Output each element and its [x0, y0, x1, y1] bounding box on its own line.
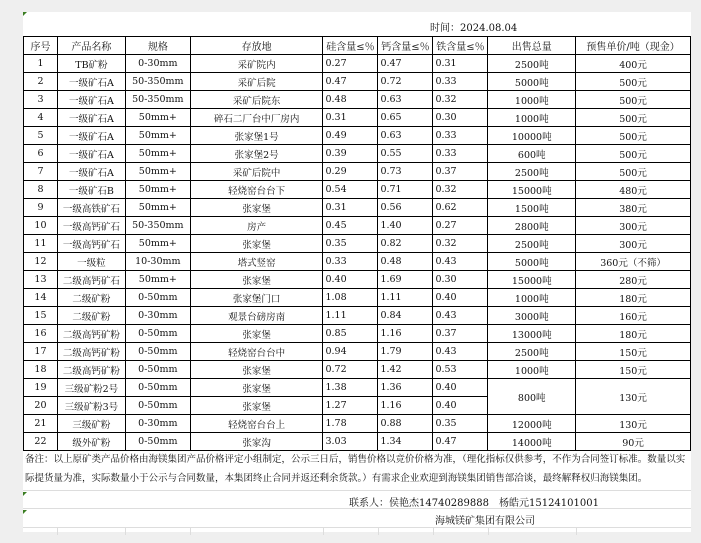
table-cell[interactable]: 9 [24, 199, 58, 217]
table-cell[interactable]: 采矿院内 [190, 55, 323, 73]
cell-comment-marker [23, 492, 27, 496]
table-cell[interactable]: 400元 [576, 55, 691, 73]
table-cell[interactable]: 10 [24, 217, 58, 235]
table-cell[interactable]: 3 [24, 91, 58, 109]
table-cell[interactable]: 50-350mm [125, 91, 190, 109]
table-cell[interactable]: 50-350mm [125, 73, 190, 91]
table-cell[interactable]: 0.31 [323, 109, 378, 127]
table-cell[interactable]: 0.39 [323, 145, 378, 163]
table-cell[interactable]: 180元 [576, 289, 691, 307]
table-cell[interactable]: 塔式竖窑 [190, 253, 323, 271]
grid-line [488, 527, 489, 535]
table-cell[interactable]: 1.69 [378, 271, 433, 289]
table-cell[interactable]: 90元 [576, 433, 691, 451]
table-cell[interactable]: 一级高铁矿石 [57, 199, 125, 217]
contact-info: 联系人：侯艳杰14740289888 杨皓元15124101001 [349, 498, 599, 509]
table-cell[interactable]: 0.84 [378, 307, 433, 325]
table-cell[interactable]: 150元 [576, 361, 691, 379]
table-cell[interactable]: 0.30 [433, 109, 488, 127]
table-cell[interactable]: 50mm+ [125, 235, 190, 253]
column-header[interactable]: 预售单价/吨（现金） [576, 37, 691, 55]
table-cell[interactable]: 0.72 [378, 73, 433, 91]
table-cell[interactable]: 1.78 [323, 415, 378, 433]
table-cell[interactable]: 17 [24, 343, 58, 361]
table-cell[interactable]: 1.79 [378, 343, 433, 361]
table-cell[interactable]: 0-50mm [125, 361, 190, 379]
table-cell[interactable]: 0.37 [433, 163, 488, 181]
grid-line [57, 527, 58, 535]
table-cell[interactable]: 180元 [576, 325, 691, 343]
table-cell[interactable]: 1.34 [378, 433, 433, 451]
table-cell[interactable]: 0.32 [433, 235, 488, 253]
table-cell[interactable]: 0.33 [433, 127, 488, 145]
table-cell[interactable]: 0-30mm [125, 415, 190, 433]
table-cell[interactable]: 2500吨 [488, 163, 576, 181]
table-cell[interactable]: 0-30mm [125, 307, 190, 325]
grid-line [433, 527, 434, 535]
table-cell[interactable]: 130元 [576, 379, 691, 415]
table-cell[interactable]: 0-50mm [125, 379, 190, 397]
table-row [24, 217, 691, 235]
table-cell[interactable]: 一级矿石A [57, 73, 125, 91]
table-cell[interactable]: 150元 [576, 343, 691, 361]
column-header[interactable]: 序号 [24, 37, 58, 55]
table-cell[interactable]: 0.49 [323, 127, 378, 145]
table-row [24, 433, 691, 451]
table-row [24, 163, 691, 181]
table-cell[interactable]: 0.43 [433, 307, 488, 325]
table-cell[interactable]: 18 [24, 361, 58, 379]
remark-note: 备注：以上原矿类产品价格由海镁集团产品价格评定小组制定，公示三日后，销售价格以竞价价格为准，（理化指标仅供参考，不作为合同签订标准。数量以实际提货量为准，实际数量小于公示与合同数量，本集团终止合同并返还剩余货款。）有需求企业欢迎到海镁集团销售部洽谈，最终解释权归海镁集团。 [25, 454, 686, 484]
table-cell[interactable]: 20 [24, 397, 58, 415]
table-cell[interactable]: 0.27 [433, 217, 488, 235]
table-cell[interactable]: 1000吨 [488, 91, 576, 109]
table-cell[interactable]: 1000吨 [488, 361, 576, 379]
table-cell[interactable]: 5 [24, 127, 58, 145]
table-cell[interactable]: 二级矿粉 [57, 289, 125, 307]
table-cell[interactable]: 380元 [576, 199, 691, 217]
table-cell[interactable]: 张家堡 [190, 271, 323, 289]
table-cell[interactable]: 0-50mm [125, 325, 190, 343]
table-cell[interactable]: 0.71 [378, 181, 433, 199]
table-cell[interactable]: 10-30mm [125, 253, 190, 271]
table-cell[interactable]: 三级矿粉3号 [57, 397, 125, 415]
table-cell[interactable]: 1.16 [378, 325, 433, 343]
table-cell[interactable]: 0.27 [323, 55, 378, 73]
table-cell[interactable]: 0.72 [323, 361, 378, 379]
table-cell[interactable]: 0.40 [433, 289, 488, 307]
price-table [23, 36, 691, 451]
table-cell[interactable]: 0.40 [433, 379, 488, 397]
table-cell[interactable]: 0.85 [323, 325, 378, 343]
table-cell[interactable]: TB矿粉 [57, 55, 125, 73]
table-cell[interactable]: 1.42 [378, 361, 433, 379]
company-row [23, 508, 691, 528]
table-cell[interactable]: 500元 [576, 91, 691, 109]
table-cell[interactable]: 1.16 [378, 397, 433, 415]
table-row [24, 199, 691, 217]
table-cell[interactable]: 0-30mm [125, 55, 190, 73]
table-cell[interactable]: 50mm+ [125, 199, 190, 217]
table-cell[interactable]: 500元 [576, 109, 691, 127]
table-cell[interactable]: 轻烧窑台台下 [190, 181, 323, 199]
column-header[interactable]: 产品名称 [57, 37, 125, 55]
table-cell[interactable]: 一级高钙矿石 [57, 235, 125, 253]
grid-line [576, 527, 577, 535]
table-cell[interactable]: 5000吨 [488, 73, 576, 91]
table-cell[interactable]: 张家堡 [190, 397, 323, 415]
table-row [24, 253, 691, 271]
table-cell[interactable]: 0.54 [323, 181, 378, 199]
table-cell[interactable]: 0-50mm [125, 433, 190, 451]
table-cell[interactable]: 0.47 [323, 73, 378, 91]
contact-row [23, 490, 691, 509]
company-name: 海城镁矿集团有限公司 [435, 516, 535, 527]
table-cell[interactable]: 50-350mm [125, 217, 190, 235]
table-cell[interactable]: 0.29 [323, 163, 378, 181]
table-row [24, 289, 691, 307]
table-cell[interactable]: 50mm+ [125, 181, 190, 199]
table-row [24, 127, 691, 145]
column-header[interactable]: 规格 [125, 37, 190, 55]
table-cell[interactable]: 0.35 [433, 415, 488, 433]
table-cell[interactable]: 13000吨 [488, 325, 576, 343]
table-cell[interactable]: 50mm+ [125, 163, 190, 181]
table-cell[interactable]: 0.88 [378, 415, 433, 433]
table-cell[interactable]: 0.37 [433, 325, 488, 343]
table-row [24, 109, 691, 127]
table-cell[interactable]: 0.63 [378, 91, 433, 109]
date-row [23, 12, 691, 36]
cell-comment-marker [23, 510, 27, 514]
table-cell[interactable]: 一级矿石A [57, 145, 125, 163]
table-cell[interactable]: 15000吨 [488, 181, 576, 199]
table-cell[interactable]: 0.48 [378, 253, 433, 271]
table-cell[interactable]: 0.35 [323, 235, 378, 253]
table-cell[interactable]: 0.30 [433, 271, 488, 289]
table-cell[interactable]: 0-50mm [125, 289, 190, 307]
table-header-row [24, 37, 691, 55]
date-label: 时间：2024.08.04 [430, 23, 518, 34]
table-cell[interactable]: 张家堡 [190, 235, 323, 253]
table-row [24, 415, 691, 433]
column-header[interactable]: 硅含量≤％ [323, 37, 378, 55]
table-cell[interactable]: 6 [24, 145, 58, 163]
table-cell[interactable]: 0-50mm [125, 397, 190, 415]
table-cell[interactable]: 50mm+ [125, 109, 190, 127]
grid-line [190, 527, 191, 535]
table-cell[interactable]: 12 [24, 253, 58, 271]
table-cell[interactable]: 0.40 [323, 271, 378, 289]
table-cell[interactable]: 一级矿石A [57, 109, 125, 127]
grid-line [323, 527, 324, 535]
table-cell[interactable]: 张家堡门口 [190, 289, 323, 307]
grid-line [125, 527, 126, 535]
table-cell[interactable]: 1.11 [323, 307, 378, 325]
table-cell[interactable]: 1500吨 [488, 199, 576, 217]
table-cell[interactable]: 22 [24, 433, 58, 451]
table-cell[interactable]: 三级矿粉2号 [57, 379, 125, 397]
table-cell[interactable]: 0.40 [433, 397, 488, 415]
table-cell[interactable]: 130元 [576, 415, 691, 433]
table-cell[interactable]: 二级高钙矿粉 [57, 325, 125, 343]
table-cell[interactable]: 1 [24, 55, 58, 73]
column-header[interactable]: 铁含量≤％ [433, 37, 488, 55]
table-cell[interactable]: 0.62 [433, 199, 488, 217]
table-cell[interactable]: 轻烧窑台台中 [190, 343, 323, 361]
table-cell[interactable]: 500元 [576, 127, 691, 145]
table-cell[interactable]: 0.94 [323, 343, 378, 361]
table-row [24, 343, 691, 361]
table-cell[interactable]: 1.08 [323, 289, 378, 307]
grid-line [378, 527, 379, 535]
table-cell[interactable]: 0.43 [433, 253, 488, 271]
table-cell[interactable]: 160元 [576, 307, 691, 325]
spreadsheet [23, 12, 691, 532]
table-cell[interactable]: 观景台磅房南 [190, 307, 323, 325]
table-cell[interactable]: 级外矿粉 [57, 433, 125, 451]
table-cell[interactable]: 1.36 [378, 379, 433, 397]
table-cell[interactable]: 50mm+ [125, 127, 190, 145]
table-row [24, 307, 691, 325]
table-cell[interactable]: 50mm+ [125, 271, 190, 289]
column-header[interactable]: 钙含量≤％ [378, 37, 433, 55]
table-cell[interactable]: 1000吨 [488, 109, 576, 127]
table-cell[interactable]: 1000吨 [488, 289, 576, 307]
table-cell[interactable]: 0.63 [378, 127, 433, 145]
table-cell[interactable]: 0.32 [433, 181, 488, 199]
table-row [24, 145, 691, 163]
table-cell[interactable]: 15 [24, 307, 58, 325]
table-cell[interactable]: 1.27 [323, 397, 378, 415]
table-cell[interactable]: 张家堡2号 [190, 145, 323, 163]
table-cell[interactable]: 采矿后院 [190, 73, 323, 91]
table-cell[interactable]: 800吨 [488, 379, 576, 415]
table-cell[interactable]: 张家沟 [190, 433, 323, 451]
table-cell[interactable]: 11 [24, 235, 58, 253]
table-row [24, 325, 691, 343]
table-cell[interactable]: 1.11 [378, 289, 433, 307]
table-cell[interactable]: 19 [24, 379, 58, 397]
table-cell[interactable]: 0.82 [378, 235, 433, 253]
table-cell[interactable]: 2500吨 [488, 55, 576, 73]
table-cell[interactable]: 13 [24, 271, 58, 289]
table-row [24, 55, 691, 73]
table-row [24, 379, 691, 397]
table-cell[interactable]: 0.65 [378, 109, 433, 127]
table-cell[interactable]: 采矿后院东 [190, 91, 323, 109]
cell-comment-marker [23, 12, 27, 16]
table-row [24, 271, 691, 289]
table-cell[interactable]: 5000吨 [488, 253, 576, 271]
table-cell[interactable]: 500元 [576, 163, 691, 181]
table-cell[interactable]: 600吨 [488, 145, 576, 163]
table-cell[interactable]: 轻烧窑台台上 [190, 415, 323, 433]
table-cell[interactable]: 300元 [576, 235, 691, 253]
table-cell[interactable]: 0.47 [433, 433, 488, 451]
table-cell[interactable]: 500元 [576, 73, 691, 91]
table-cell[interactable]: 360元（不筛） [576, 253, 691, 271]
table-cell[interactable]: 二级矿粉 [57, 307, 125, 325]
table-cell[interactable]: 0.48 [323, 91, 378, 109]
table-cell[interactable]: 15000吨 [488, 271, 576, 289]
table-cell[interactable]: 房产 [190, 217, 323, 235]
table-cell[interactable]: 1.38 [323, 379, 378, 397]
table-row [24, 235, 691, 253]
table-row [24, 361, 691, 379]
table-cell[interactable]: 7 [24, 163, 58, 181]
table-cell[interactable]: 0.53 [433, 361, 488, 379]
table-cell[interactable]: 300元 [576, 217, 691, 235]
table-cell[interactable]: 张家堡 [190, 199, 323, 217]
table-cell[interactable]: 480元 [576, 181, 691, 199]
table-cell[interactable]: 0.56 [378, 199, 433, 217]
table-cell[interactable]: 0.33 [323, 253, 378, 271]
table-row [24, 91, 691, 109]
table-cell[interactable]: 0-50mm [125, 343, 190, 361]
table-cell[interactable]: 一级矿石A [57, 91, 125, 109]
table-cell[interactable]: 16 [24, 325, 58, 343]
table-cell[interactable]: 0.31 [323, 199, 378, 217]
table-cell[interactable]: 12000吨 [488, 415, 576, 433]
table-cell[interactable]: 二级高钙矿石 [57, 271, 125, 289]
table-cell[interactable]: 0.45 [323, 217, 378, 235]
table-cell[interactable]: 一级粒 [57, 253, 125, 271]
column-header[interactable]: 存放地 [190, 37, 323, 55]
table-cell[interactable]: 1.40 [378, 217, 433, 235]
table-cell[interactable]: 3000吨 [488, 307, 576, 325]
table-cell[interactable]: 0.32 [433, 91, 488, 109]
table-cell[interactable]: 2500吨 [488, 235, 576, 253]
table-cell[interactable]: 2 [24, 73, 58, 91]
table-cell[interactable]: 0.55 [378, 145, 433, 163]
table-cell[interactable]: 0.73 [378, 163, 433, 181]
table-cell[interactable]: 二级高钙矿粉 [57, 343, 125, 361]
table-cell[interactable]: 2800吨 [488, 217, 576, 235]
table-cell[interactable]: 280元 [576, 271, 691, 289]
table-cell[interactable]: 一级矿石A [57, 163, 125, 181]
table-cell[interactable]: 张家堡 [190, 361, 323, 379]
table-cell[interactable]: 14000吨 [488, 433, 576, 451]
table-cell[interactable]: 500元 [576, 145, 691, 163]
table-cell[interactable]: 三级矿粉 [57, 415, 125, 433]
table-row [24, 73, 691, 91]
table-cell[interactable]: 张家堡1号 [190, 127, 323, 145]
table-cell[interactable]: 采矿后院中 [190, 163, 323, 181]
table-cell[interactable]: 0.33 [433, 145, 488, 163]
table-cell[interactable]: 21 [24, 415, 58, 433]
table-cell[interactable]: 一级高钙矿石 [57, 217, 125, 235]
table-row [24, 181, 691, 199]
table-cell[interactable]: 碎石二厂台中厂房内 [190, 109, 323, 127]
table-cell[interactable]: 0.31 [433, 55, 488, 73]
table-cell[interactable]: 4 [24, 109, 58, 127]
table-cell[interactable]: 一级矿石A [57, 127, 125, 145]
table-cell[interactable]: 二级高钙矿粉 [57, 361, 125, 379]
table-cell[interactable]: 10000吨 [488, 127, 576, 145]
table-cell[interactable]: 0.43 [433, 343, 488, 361]
table-cell[interactable]: 2500吨 [488, 343, 576, 361]
table-cell[interactable]: 14 [24, 289, 58, 307]
table-cell[interactable]: 张家堡 [190, 379, 323, 397]
table-cell[interactable]: 8 [24, 181, 58, 199]
table-cell[interactable]: 3.03 [323, 433, 378, 451]
table-cell[interactable]: 0.33 [433, 73, 488, 91]
table-cell[interactable]: 0.47 [378, 55, 433, 73]
table-cell[interactable]: 一级矿石B [57, 181, 125, 199]
table-cell[interactable]: 50mm+ [125, 145, 190, 163]
table-cell[interactable]: 张家堡 [190, 325, 323, 343]
column-header[interactable]: 出售总量 [488, 37, 576, 55]
